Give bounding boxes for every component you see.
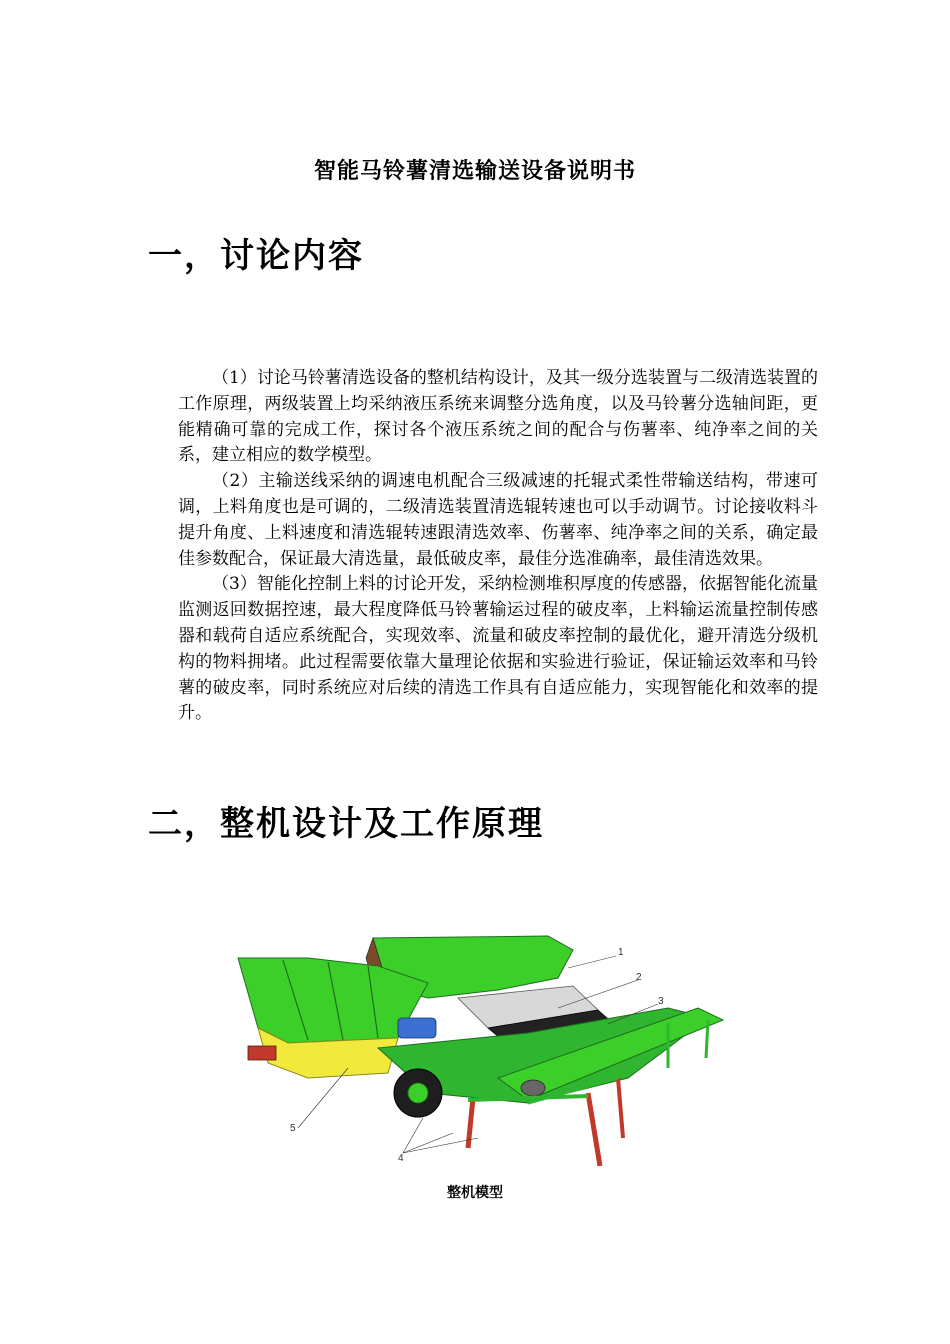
figure-caption: 整机模型 xyxy=(447,1185,503,1201)
document-title: 智能马铃薯清选输送设备说明书 xyxy=(313,159,636,184)
machine-illustration xyxy=(228,928,728,1176)
motor xyxy=(398,1018,436,1038)
callout-5: 5 xyxy=(290,1123,296,1134)
section-heading-design: 二，整机设计及工作原理 xyxy=(148,804,544,844)
red-cylinder xyxy=(248,1046,276,1060)
research-content-body xyxy=(178,366,818,727)
callout-2: 2 xyxy=(636,972,642,983)
support-leg xyxy=(468,1098,473,1148)
paragraph-1: （1）讨论马铃薯清选设备的整机结构设计，及其一级分选装置与二级清选装置的工作原理，两级装置上均采纳液压系统来调整分选角度，以及马铃薯分选轴间距，更能精确可靠的完成工作，探讨各个液压系统之间的配合与伤薯率、纯净率之间的关系，建立相应的数学模型。 xyxy=(178,368,818,466)
support-leg xyxy=(588,1093,600,1166)
callout-1: 1 xyxy=(618,947,624,958)
paragraph-2: （2）主输送线采纳的调速电机配合三级减速的托辊式柔性带输送结构，带速可调，上料角度也是可调的，二级清选装置清选辊转速也可以手动调节。讨论接收料斗提升角度、上料速度和清选辊转速跟清选效率、伤薯率、纯净率之间的关系，确定最佳参数配合，保证最大清选量，最低破皮率，最佳分选准确率，最佳清选效果。 xyxy=(178,471,818,569)
paragraph-3: （3）智能化控制上料的讨论开发，采纳检测堆积厚度的传感器，依据智能化流量监测返回数据控速，最大程度降低马铃薯输运过程的破皮率，上料输运流量控制传感器和载荷自适应系统配合，实现效率、流量和破皮率控制的最优化，避开清选分级机构的物料拥堵。此过程需要依靠大量理论依据和实验进行验证，保证输运效率和马铃薯的破皮率，同时系统应对后续的清选工作具有自适应能力，实现智能化和效率的提升。 xyxy=(178,574,818,724)
callout-3: 3 xyxy=(658,996,664,1007)
machine-model-figure xyxy=(228,928,728,1176)
callout-4: 4 xyxy=(398,1153,404,1164)
section-heading-research: 一，讨论内容 xyxy=(148,236,364,276)
support-leg xyxy=(618,1078,623,1138)
